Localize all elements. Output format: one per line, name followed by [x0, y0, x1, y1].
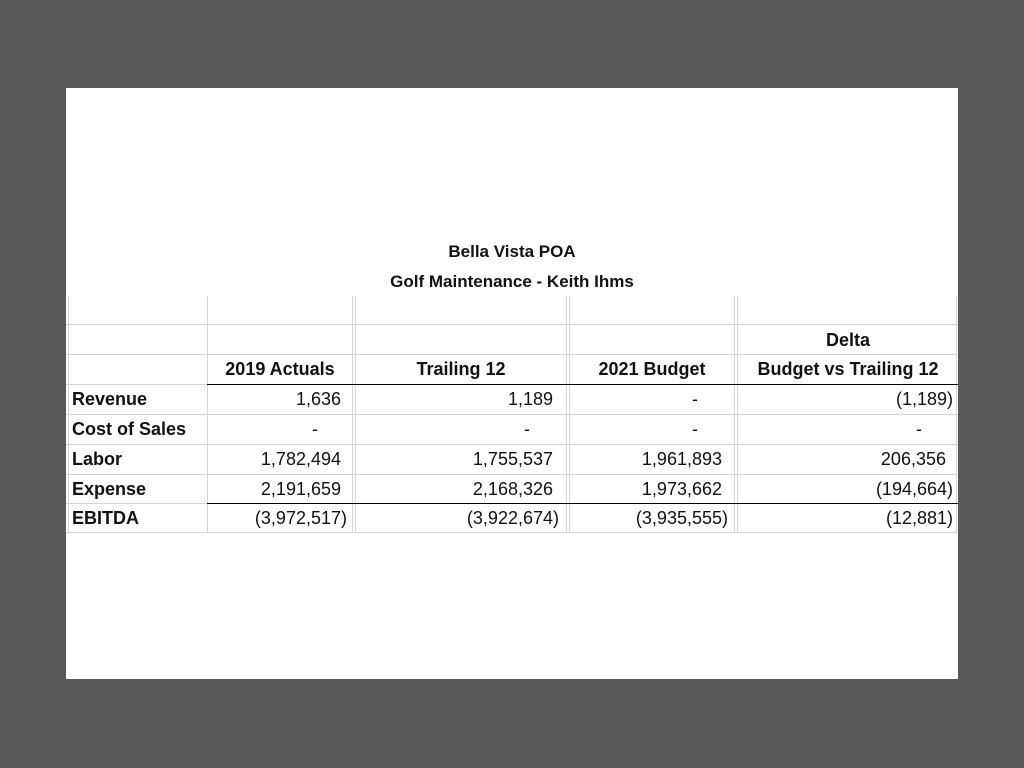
row-label-cost-of-sales: Cost of Sales	[72, 419, 187, 439]
col-header-budget-vs-trailing: Budget vs Trailing 12	[757, 359, 939, 379]
cell-ebitda-budget: (3,935,555)	[635, 508, 728, 528]
col-header-2021-budget: 2021 Budget	[598, 359, 706, 379]
cell-labor-trailing: 1,755,537	[472, 449, 553, 469]
cell-ebitda-trailing: (3,922,674)	[466, 508, 559, 528]
cell-expense-trailing: 2,168,326	[472, 479, 553, 499]
cell-revenue-delta: (1,189)	[895, 389, 953, 409]
cell-ebitda-2019: (3,972,517)	[254, 508, 347, 528]
col-header-2019-actuals: 2019 Actuals	[225, 359, 335, 379]
cell-cos-trailing: -	[524, 419, 530, 439]
cell-expense-2019: 2,191,659	[260, 479, 341, 499]
cell-expense-budget: 1,973,662	[641, 479, 722, 499]
cell-labor-budget: 1,961,893	[641, 449, 722, 469]
cell-labor-2019: 1,782,494	[260, 449, 341, 469]
row-label-expense: Expense	[72, 479, 147, 499]
cell-cos-delta: -	[916, 419, 922, 439]
cell-ebitda-delta: (12,881)	[885, 508, 953, 528]
cell-cos-2019: -	[312, 419, 318, 439]
delta-header: Delta	[825, 330, 870, 350]
report-title: Bella Vista POA	[448, 242, 576, 261]
row-label-ebitda: EBITDA	[72, 508, 139, 528]
cell-revenue-2019: 1,636	[295, 389, 341, 409]
cell-revenue-trailing: 1,189	[507, 389, 553, 409]
row-label-revenue: Revenue	[72, 389, 148, 409]
report-subtitle: Golf Maintenance - Keith Ihms	[390, 272, 634, 291]
spreadsheet-slide	[66, 88, 958, 679]
cell-labor-delta: 206,356	[880, 449, 946, 469]
col-header-trailing-12: Trailing 12	[416, 359, 506, 379]
gridline	[66, 414, 958, 415]
row-label-labor: Labor	[72, 449, 123, 469]
cell-revenue-budget: -	[692, 389, 698, 409]
cell-expense-delta: (194,664)	[875, 479, 953, 499]
gridline	[66, 324, 958, 325]
cell-cos-budget: -	[692, 419, 698, 439]
financial-table	[66, 296, 958, 533]
